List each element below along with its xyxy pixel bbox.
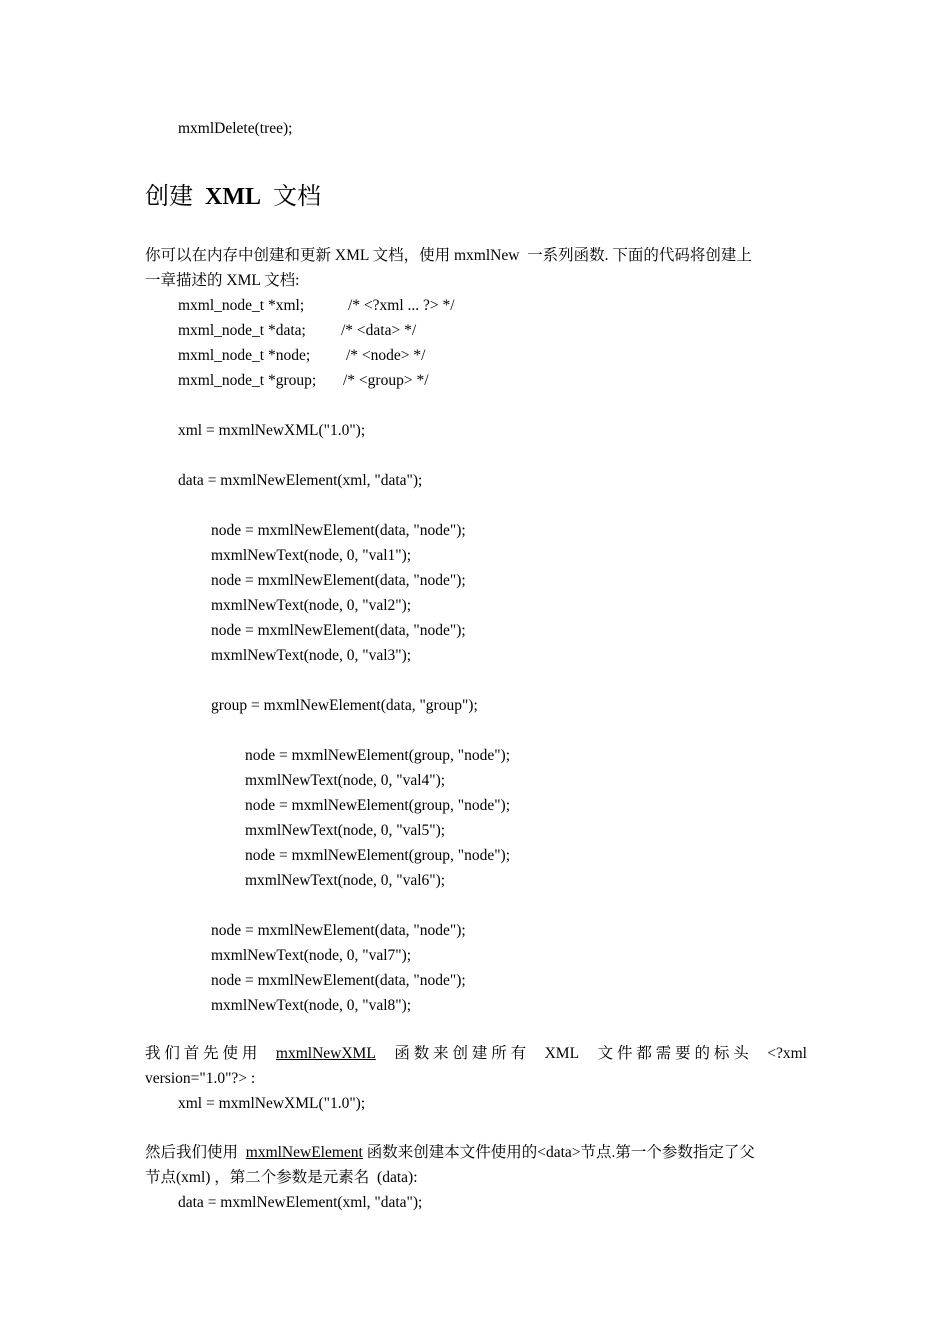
mxmlNewXML-link[interactable]: mxmlNewXML bbox=[275, 1045, 376, 1062]
decl-line bbox=[178, 296, 455, 316]
code-line: node = mxmlNewElement(data, "node"); bbox=[211, 922, 466, 939]
code-line: mxmlNewText(node, 0, "val1"); bbox=[211, 547, 412, 564]
code-line: node = mxmlNewElement(data, "node"); bbox=[211, 522, 466, 539]
code-line: node = mxmlNewElement(group, "node"); bbox=[245, 847, 511, 864]
para-text: <?xml bbox=[767, 1045, 807, 1062]
para-text: 函 数 来 创 建 所 有 bbox=[394, 1045, 527, 1062]
intro-line-1: 你可以在内存中创建和更新 XML 文档，使用 mxmlNew 一系列函数. 下面的代码将创建上 bbox=[145, 247, 752, 264]
decl-line bbox=[178, 371, 429, 391]
decl-comment: /* <node> */ bbox=[346, 347, 426, 364]
heading-text-2: XML bbox=[205, 184, 261, 210]
code-line: mxmlNewText(node, 0, "val2"); bbox=[211, 597, 412, 614]
code-line: mxmlNewText(node, 0, "val5"); bbox=[245, 822, 446, 839]
code-line: xml = mxmlNewXML("1.0"); bbox=[178, 422, 366, 439]
code-line: mxmlNewText(node, 0, "val7"); bbox=[211, 947, 412, 964]
paragraph-line bbox=[145, 1044, 807, 1064]
decl-comment: /* <?xml ... ?> */ bbox=[348, 297, 455, 314]
decl-code: mxml_node_t *data; bbox=[178, 322, 306, 339]
para-text: 然后我们使用 bbox=[145, 1144, 239, 1161]
paragraph-line: 节点(xml) ，第二个参数是元素名 (data): bbox=[145, 1169, 418, 1186]
para-text: XML bbox=[544, 1045, 580, 1062]
code-line: mxmlNewText(node, 0, "val6"); bbox=[245, 872, 446, 889]
code-line: node = mxmlNewElement(group, "node"); bbox=[245, 797, 511, 814]
para-text: 我 们 首 先 使 用 bbox=[145, 1045, 258, 1062]
decl-comment: /* <group> */ bbox=[343, 372, 429, 389]
code-line: mxmlNewText(node, 0, "val4"); bbox=[245, 772, 446, 789]
code-line: xml = mxmlNewXML("1.0"); bbox=[178, 1095, 366, 1112]
decl-code: mxml_node_t *node; bbox=[178, 347, 311, 364]
code-line: data = mxmlNewElement(xml, "data"); bbox=[178, 472, 423, 489]
code-line: node = mxmlNewElement(group, "node"); bbox=[245, 747, 511, 764]
heading-text-3: 文档 bbox=[273, 184, 321, 210]
paragraph-line bbox=[145, 1143, 755, 1163]
paragraph-line: version="1.0"?> : bbox=[145, 1070, 256, 1087]
para-text: 函数来创建本文件使用的<data>节点.第一个参数指定了父 bbox=[366, 1144, 755, 1161]
para-text: 文 件 都 需 要 的 标 头 bbox=[597, 1045, 749, 1062]
decl-code: mxml_node_t *xml; bbox=[178, 297, 305, 314]
code-line: mxmlNewText(node, 0, "val3"); bbox=[211, 647, 412, 664]
code-line: data = mxmlNewElement(xml, "data"); bbox=[178, 1194, 423, 1211]
decl-line bbox=[178, 321, 417, 341]
decl-comment: /* <data> */ bbox=[341, 322, 417, 339]
code-line: mxmlNewText(node, 0, "val8"); bbox=[211, 997, 412, 1014]
section-heading bbox=[145, 181, 321, 213]
code-line: node = mxmlNewElement(data, "node"); bbox=[211, 572, 466, 589]
code-line: node = mxmlNewElement(data, "node"); bbox=[211, 622, 466, 639]
mxmlNewElement-link[interactable]: mxmlNewElement bbox=[245, 1144, 363, 1161]
code-line: node = mxmlNewElement(data, "node"); bbox=[211, 972, 466, 989]
code-line: group = mxmlNewElement(data, "group"); bbox=[211, 697, 478, 714]
heading-text-1: 创建 bbox=[145, 184, 193, 210]
code-line: mxmlDelete(tree); bbox=[178, 120, 293, 137]
decl-line bbox=[178, 346, 426, 366]
intro-line-2: 一章描述的 XML 文档: bbox=[145, 272, 300, 289]
decl-code: mxml_node_t *group; bbox=[178, 372, 317, 389]
